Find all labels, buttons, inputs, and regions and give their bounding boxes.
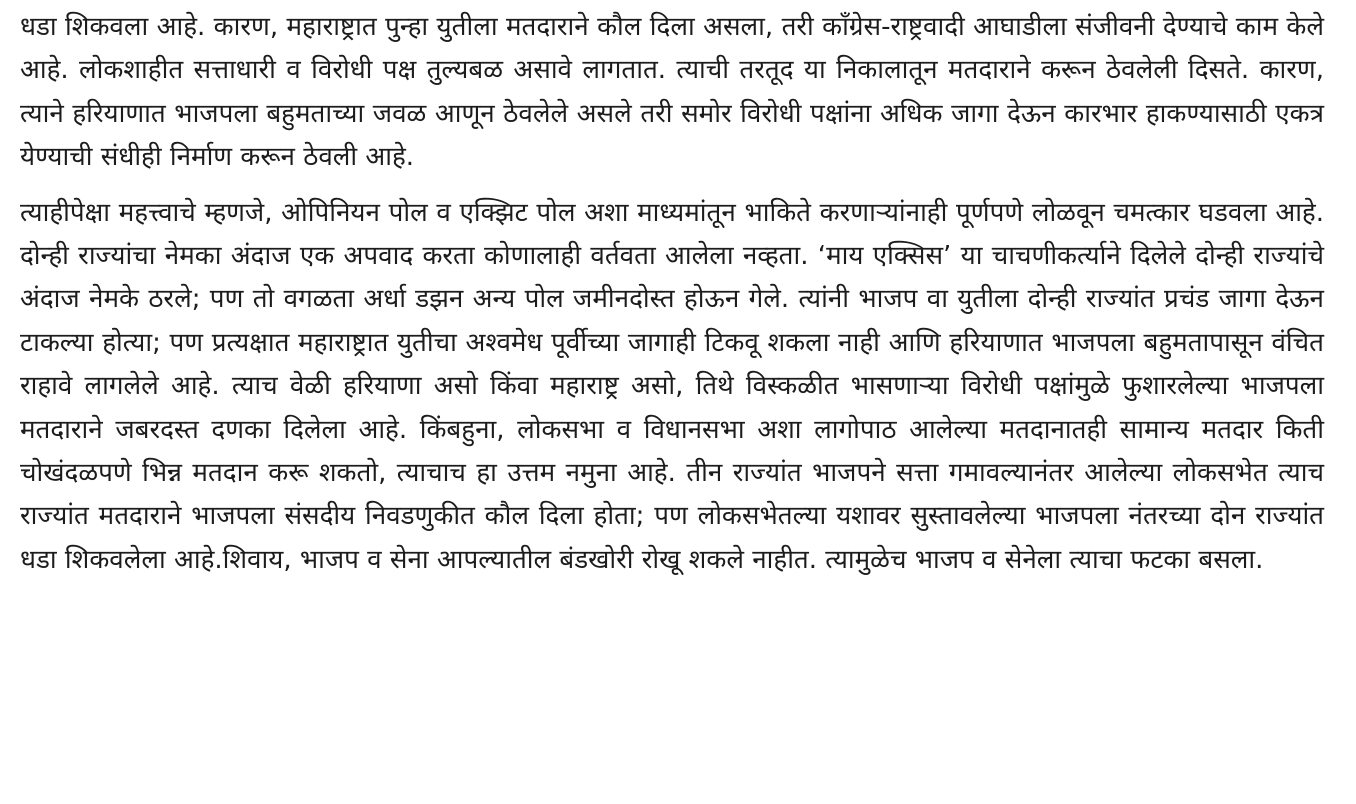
article-paragraph-1: धडा शिकवला आहे. कारण, महाराष्ट्रात पुन्हा युतीला मतदाराने कौल दिला असला, तरी कॉंग्रेस-राष्ट्रवादी आघाडीला संजीवनी देण्याचे काम केले आहे. लोकशाहीत सत्ताधारी व विरोधी पक्ष तुल्यबळ असावे लागतात. त्याची तरतूद या निकालातून मतदाराने करून ठेवलेली दिसते. कारण, त्याने हरियाणात भाजपला बहुमताच्या जवळ आणून ठेवलेले असले तरी समोर विरोधी पक्षांना अधिक जागा देऊन कारभार हाकण्यासाठी एकत्र येण्याची संधीही निर्माण करून ठेवली आहे. <box>20 12 1325 173</box>
article-paragraph-2: त्याहीपेक्षा महत्त्वाचे म्हणजे, ओपिनियन पोल व एक्झिट पोल अशा माध्यमांतून भाकिते करणाऱ्यांनाही पूर्णपणे लोळवून चमत्कार घडवला आहे. दोन्ही राज्यांचा नेमका अंदाज एक अपवाद करता कोणालाही वर्तवता आलेला नव्हता. ‘माय एक्सिस’ या चाचणीकर्त्याने दिलेले दोन्ही राज्यांचे अंदाज नेमके ठरले; पण तो वगळता अर्धा डझन अन्य पोल जमीनदोस्त होऊन गेले. त्यांनी भाजप वा युतीला दोन्ही राज्यांत प्रचंड जागा देऊन टाकल्या होत्या; पण प्रत्यक्षात महाराष्ट्रात युतीचा अश्वमेध पूर्वीच्या जागाही टिकवू शकला नाही आणि हरियाणात भाजपला बहुमतापासून वंचित राहावे लागलेले आहे. त्याच वेळी हरियाणा असो किंवा महाराष्ट्र असो, तिथे विस्कळीत भासणाऱ्या विरोधी पक्षांमुळे फुशारलेल्या भाजपला मतदाराने जबरदस्त दणका दिलेला आहे. किंबहुना, लोकसभा व विधानसभा अशा लागोपाठ आलेल्या मतदानातही सामान्य मतदार किती चोखंदळपणे भिन्न मतदान करू शकतो, त्याचाच हा उत्तम नमुना आहे. तीन राज्यांत भाजपने सत्ता गमावल्यानंतर आलेल्या लोकसभेत त्याच राज्यांत मतदाराने भाजपला संसदीय निवडणुकीत कौल दिला होता; पण लोकसभेतल्या यशावर सुस्तावलेल्या भाजपला नंतरच्या दोन राज्यांत धडा शिकवलेला आहे.शिवाय, भाजप व सेना आपल्यातील बंडखोरी रोखू शकले नाहीत. त्यामुळेच भाजप व सेनेला त्याचा फटका बसला. <box>20 197 1324 575</box>
article-body <box>20 6 1324 582</box>
